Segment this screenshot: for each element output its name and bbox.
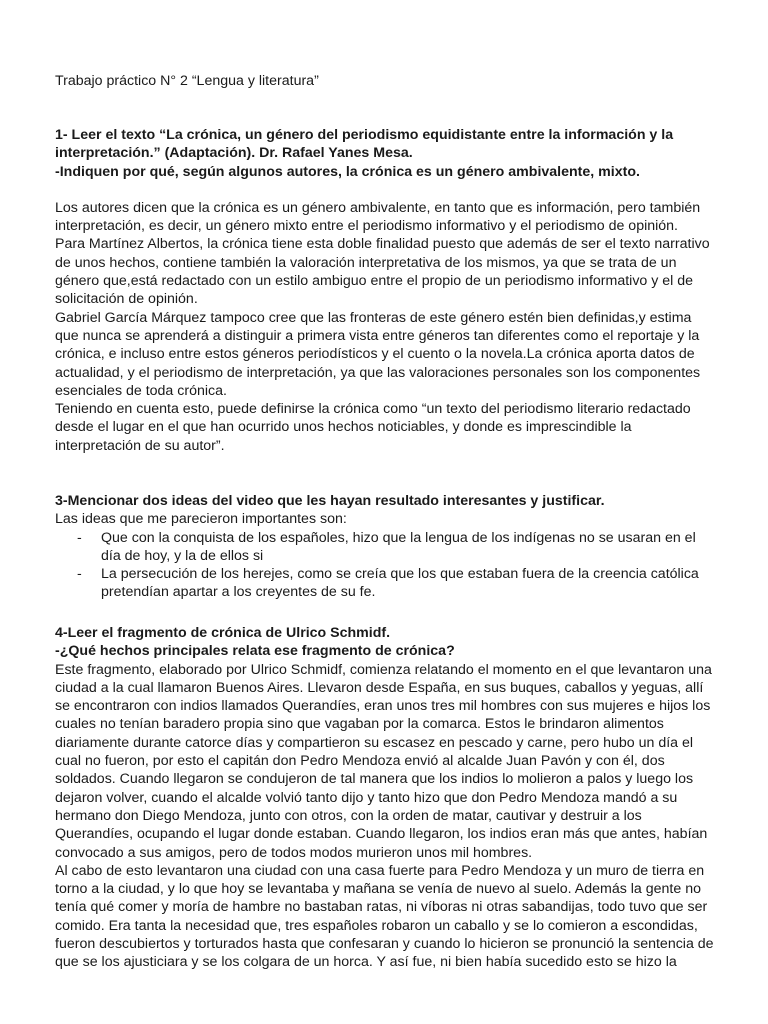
- ideas-list: [55, 529, 715, 602]
- list-item: - La persecución de los herejes, como se creía que los que estaban fuera de la creencia católica pretendían apartar a los creyentes de su fe.: [55, 565, 715, 602]
- question-1-prompt: -Indiquen por qué, según algunos autores, la crónica es un género ambivalente, mixto.: [55, 163, 640, 180]
- answer-4-paragraph: Este fragmento, elaborado por Ulrico Schmidf, comienza relatando el momento en el que levantaron una ciudad a la cual llamaron Buenos Aires. Llevaron desde España, en sus buques, caballos y yeguas, allí se encontraron con indios llamados Querandíes, eran unos tres mil hombres con sus mujeres e hijos los cuales no tenían baradero propia sino que vagaban por la comarca. Estos le brindaron alimentos diariamente durante catorce días y compartieron su escasez en pescado y carne, pero hubo un día el cual no fueron, por esto el capitán don Pedro Mendoza envió al alcalde Juan Pavón y con él, dos soldados. Cuando llegaron se condujeron de tal manera que los indios lo molieron a palos y luego los dejaron volver, cuando el alcalde volvió tanto dijo y tanto hizo que don Pedro Mendoza mandó a su hermano don Diego Mendoza, junto con otros, con la orden de matar, cautivar y destruir a los Querandíes, ocupando el lugar donde estaban. Cuando llegaron, los indios eran más que antes, habían convocado a sus amigos, pero de todos modos murieron unos mil hombres.: [55, 661, 712, 861]
- question-3-heading: 3-Mencionar dos ideas del video que les hayan resultado interesantes y justificar.: [55, 493, 605, 509]
- list-item: - Que con la conquista de los españoles, hizo que la lengua de los indígenas no se usaran en el día de hoy, y la de ellos si: [55, 529, 715, 566]
- answer-1-paragraph: Los autores dicen que la crónica es un género ambivalente, en tanto que es información, pero también interpretación, es decir, un género mixto entre el periodismo informativo y el periodismo de opinión.: [55, 199, 701, 235]
- section-question-4: [55, 624, 715, 972]
- section-question-1: [55, 126, 715, 455]
- answer-1-paragraph: Teniendo en cuenta esto, puede definirse la crónica como “un texto del periodismo literario redactado desde el lugar en el que han ocurrido unos hechos noticiables, y donde es imprescindible la interpretación de su autor”.: [55, 401, 691, 454]
- answer-1-paragraph: Gabriel García Márquez tampoco cree que las fronteras de este género estén bien definidas,y estima que nunca se aprenderá a distinguir a primera vista entre géneros tan diferentes como el reportaje y la crónica, e incluso entre estos géneros periodísticos y el cuento o la novela.La crónica aporta datos de actualidad, y el periodismo de interpretación, ya que las valoraciones personales son los componentes esenciales de toda crónica.: [55, 309, 701, 399]
- document-title: Trabajo práctico N° 2 “Lengua y literatura”: [55, 73, 319, 89]
- question-1-heading: 1- Leer el texto “La crónica, un género del periodismo equidistante entre la información y la interpretación.” (Adaptación). Dr. Rafael Yanes Mesa.: [55, 127, 674, 162]
- question-4-prompt: -¿Qué hechos principales relata ese fragmento de crónica?: [55, 643, 455, 660]
- question-3-intro: Las ideas que me parecieron importantes son:: [55, 511, 347, 528]
- answer-1-paragraph: Para Martínez Albertos, la crónica tiene esta doble finalidad puesto que además de ser el texto narrativo de unos hechos, contiene también la valoración interpretativa de los mismos, ya que se trata de un género que,está redactado con un estilo ambiguo entre el propio de un periodismo informativo y el de solicitación de opinión.: [55, 236, 710, 308]
- question-4-heading: 4-Leer el fragmento de crónica de Ulrico Schmidf.: [55, 625, 391, 641]
- answer-4-paragraph: Al cabo de esto levantaron una ciudad con una casa fuerte para Pedro Mendoza y un muro de tierra en torno a la ciudad, y lo que hoy se levantaba y mañana se venía de nuevo al suelo. Además la gente no tenía qué comer y moría de hambre no bastaban ratas, ni víboras ni otras sabandijas, todo tuvo que ser comido. Era tanta la necesidad que, tres españoles robaron un caballo y se lo comieron a escondidas, fueron descubiertos y torturados hasta que confesaran y cuando lo hicieron se pronunció la sentencia de que se los ajusticiara y se los colgara de un horca. Y así fue, ni bien había sucedido esto se hizo la: [55, 862, 714, 971]
- section-question-3: [55, 492, 715, 602]
